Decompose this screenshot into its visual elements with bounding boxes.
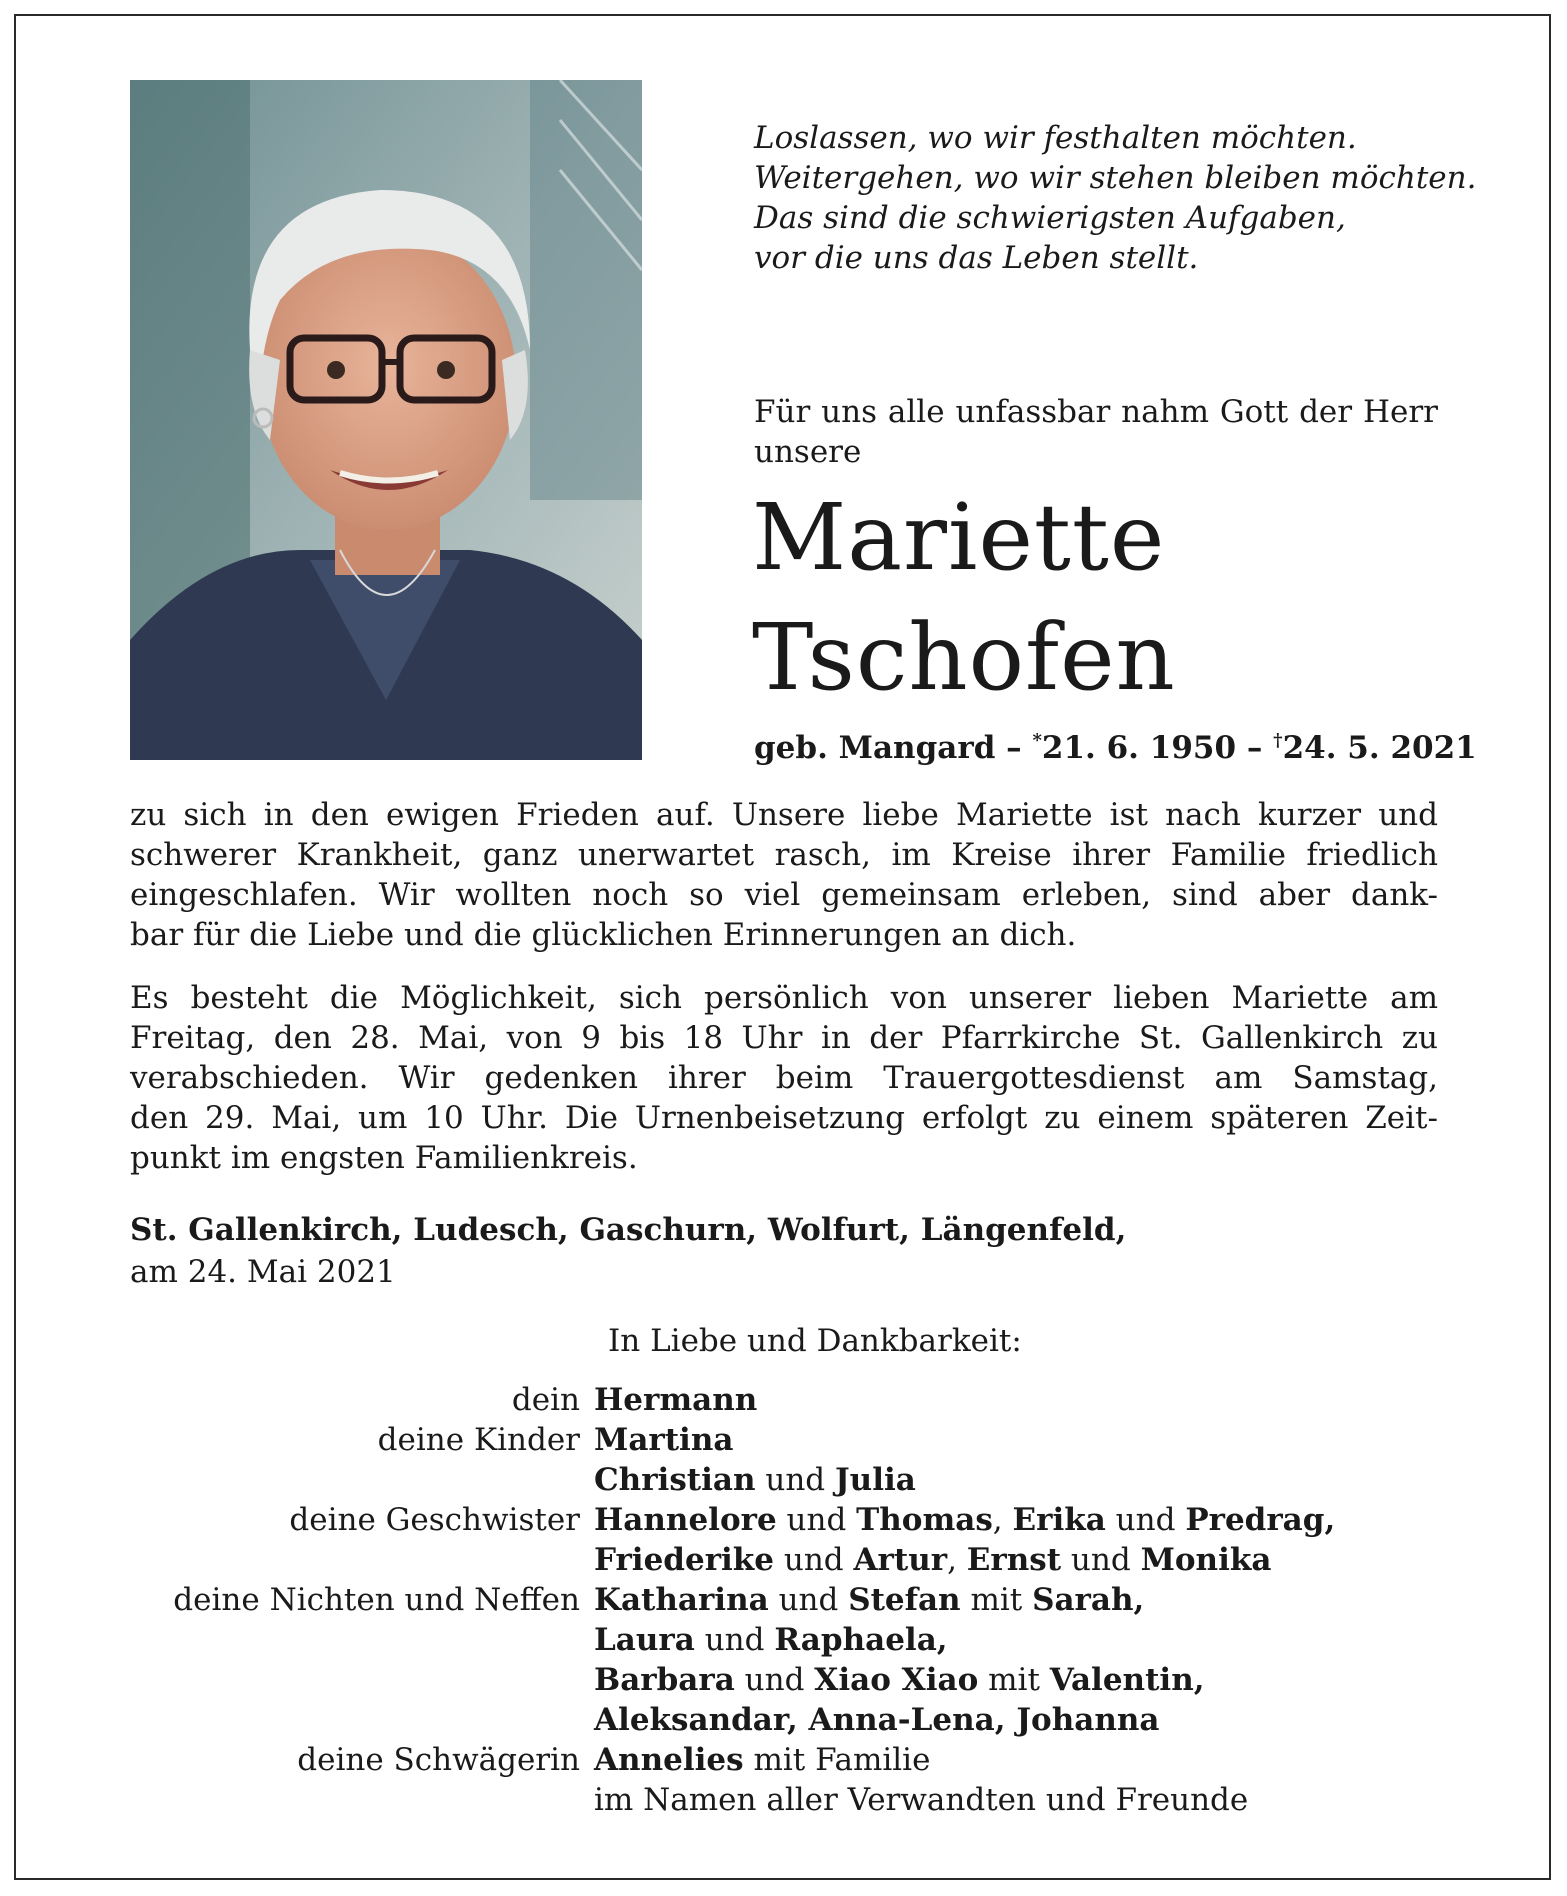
text-line: den 29. Mai, um 10 Uhr. Die Urnenbeisetzung erfolgt zu einem späteren Zeit- bbox=[130, 1100, 1438, 1136]
portrait-photo bbox=[130, 80, 642, 760]
life-dates bbox=[754, 730, 1477, 766]
mourner-names bbox=[594, 1540, 1271, 1580]
died-symbol: † bbox=[1273, 730, 1283, 751]
mourner-name: Julia bbox=[834, 1462, 916, 1498]
mourner-row bbox=[0, 1540, 1567, 1580]
notice-date: am 24. Mai 2021 bbox=[130, 1254, 396, 1290]
mourner-relation bbox=[0, 1660, 594, 1700]
mourner-name: Martina bbox=[594, 1422, 734, 1458]
mourners-list bbox=[0, 1380, 1567, 1820]
connector-text: mit bbox=[960, 1582, 1033, 1618]
connector-text: mit bbox=[978, 1662, 1050, 1698]
mourner-relation bbox=[0, 1460, 594, 1500]
quote-line: vor die uns das Leben stellt. bbox=[754, 240, 1199, 276]
mourner-name: Hannelore bbox=[594, 1502, 777, 1538]
mourner-names bbox=[594, 1380, 757, 1420]
mourner-name: Ernst bbox=[966, 1542, 1062, 1578]
quote-line: Loslassen, wo wir festhalten möchten. bbox=[754, 120, 1357, 156]
mourner-name: Raphaela, bbox=[774, 1622, 948, 1658]
mourner-name: Thomas bbox=[856, 1502, 993, 1538]
mourner-names bbox=[594, 1740, 930, 1780]
mourner-name: Sarah, bbox=[1032, 1582, 1145, 1618]
mourner-name: Erika bbox=[1012, 1502, 1106, 1538]
text-line: Freitag, den 28. Mai, von 9 bis 18 Uhr in der Pfarrkirche St. Gallenkirch zu bbox=[130, 1020, 1438, 1056]
mourner-relation bbox=[0, 1620, 594, 1660]
text-line: punkt im engsten Familienkreis. bbox=[130, 1140, 638, 1176]
mourner-relation: deine Geschwister bbox=[289, 1502, 580, 1538]
mourner-names bbox=[594, 1460, 916, 1500]
connector-text: , bbox=[992, 1502, 1013, 1538]
mourner-relation: deine Schwägerin bbox=[297, 1742, 580, 1778]
mourner-name: Aleksandar, Anna-Lena, Johanna bbox=[594, 1702, 1160, 1738]
text-line: eingeschlafen. Wir wollten noch so viel gemeinsam erleben, sind aber dank- bbox=[130, 877, 1438, 913]
mourner-row bbox=[0, 1420, 1567, 1460]
mourner-row bbox=[0, 1740, 1567, 1780]
connector-text: und bbox=[774, 1542, 854, 1578]
mourner-relation bbox=[0, 1700, 594, 1740]
connector-text: und bbox=[734, 1662, 815, 1698]
dash-separator: – bbox=[1246, 730, 1263, 766]
mourner-name: Monika bbox=[1140, 1542, 1272, 1578]
mourner-name: Predrag, bbox=[1185, 1502, 1336, 1538]
connector-text: und bbox=[755, 1462, 835, 1498]
connector-text: und bbox=[768, 1582, 849, 1618]
mourner-names bbox=[594, 1620, 948, 1660]
mourner-names bbox=[594, 1780, 1248, 1820]
deceased-last-name: Tschofen bbox=[752, 604, 1176, 711]
places-list: St. Gallenkirch, Ludesch, Gaschurn, Wolfurt, Längenfeld, bbox=[130, 1212, 1127, 1248]
connector-text: und bbox=[1061, 1542, 1141, 1578]
mourner-name: Stefan bbox=[848, 1582, 961, 1618]
mourner-relation: deine Kinder bbox=[377, 1422, 580, 1458]
text-line: schwerer Krankheit, ganz unerwartet rasch, im Kreise ihrer Familie friedlich bbox=[130, 837, 1438, 873]
mourner-names bbox=[594, 1580, 1144, 1620]
mourner-name: Xiao Xiao bbox=[814, 1662, 979, 1698]
quote-line: Das sind die schwierigsten Aufgaben, bbox=[754, 200, 1346, 236]
mourner-name: Christian bbox=[594, 1462, 756, 1498]
mourner-relation: dein bbox=[511, 1382, 580, 1418]
dash-separator: – bbox=[1006, 730, 1022, 766]
connector-text: , bbox=[947, 1542, 967, 1578]
text-line: bar für die Liebe und die glücklichen Erinnerungen an dich. bbox=[130, 917, 1077, 953]
birth-date: 21. 6. 1950 bbox=[1041, 730, 1237, 766]
mourner-name: Annelies bbox=[594, 1742, 744, 1778]
mourner-row bbox=[0, 1620, 1567, 1660]
mourner-relation bbox=[0, 1540, 594, 1580]
mourner-name: Artur bbox=[853, 1542, 948, 1578]
connector-text: und bbox=[1105, 1502, 1186, 1538]
mourner-relation: deine Nichten und Neffen bbox=[173, 1582, 580, 1618]
birth-name: geb. Mangard bbox=[754, 730, 996, 766]
mourner-row bbox=[0, 1660, 1567, 1700]
connector-text: und bbox=[694, 1622, 775, 1658]
mourner-relation bbox=[0, 1780, 594, 1820]
intro-text: Für uns alle unfassbar nahm Gott der Herr unsere bbox=[754, 394, 1438, 470]
paragraph-farewell bbox=[130, 978, 1438, 1178]
text-line: verabschieden. Wir gedenken ihrer beim Trauergottesdienst am Samstag, bbox=[130, 1060, 1438, 1096]
mourner-name: Friederike bbox=[594, 1542, 775, 1578]
death-date: 24. 5. 2021 bbox=[1282, 730, 1477, 766]
text-line: zu sich in den ewigen Frieden auf. Unsere liebe Mariette ist nach kurzer und bbox=[130, 797, 1438, 833]
mourner-name: Valentin, bbox=[1049, 1662, 1205, 1698]
mourner-row bbox=[0, 1580, 1567, 1620]
mourner-row bbox=[0, 1700, 1567, 1740]
paragraph-passing bbox=[130, 795, 1438, 955]
mourner-name: Hermann bbox=[594, 1382, 758, 1418]
connector-text: im Namen aller Verwandten und Freunde bbox=[594, 1782, 1249, 1818]
portrait-illustration bbox=[130, 80, 642, 760]
mourner-row bbox=[0, 1460, 1567, 1500]
mourner-name: Laura bbox=[594, 1622, 695, 1658]
mourner-row bbox=[0, 1500, 1567, 1540]
mourner-names bbox=[594, 1700, 1159, 1740]
mourner-names bbox=[594, 1660, 1205, 1700]
mourner-names bbox=[594, 1500, 1335, 1540]
mourner-names bbox=[594, 1420, 733, 1460]
text-line: Es besteht die Möglichkeit, sich persönlich von unserer lieben Mariette am bbox=[130, 980, 1438, 1016]
deceased-first-name: Mariette bbox=[752, 484, 1166, 591]
quote-line: Weitergehen, wo wir stehen bleiben möchten. bbox=[754, 160, 1477, 196]
mourner-row bbox=[0, 1380, 1567, 1420]
closing-line: In Liebe und Dankbarkeit: bbox=[608, 1323, 1022, 1359]
connector-text: mit Familie bbox=[743, 1742, 931, 1778]
born-symbol: * bbox=[1032, 730, 1042, 751]
mourner-name: Barbara bbox=[594, 1662, 735, 1698]
memorial-quote bbox=[754, 118, 1514, 278]
mourner-row bbox=[0, 1780, 1567, 1820]
mourner-name: Katharina bbox=[594, 1582, 769, 1618]
connector-text: und bbox=[776, 1502, 857, 1538]
